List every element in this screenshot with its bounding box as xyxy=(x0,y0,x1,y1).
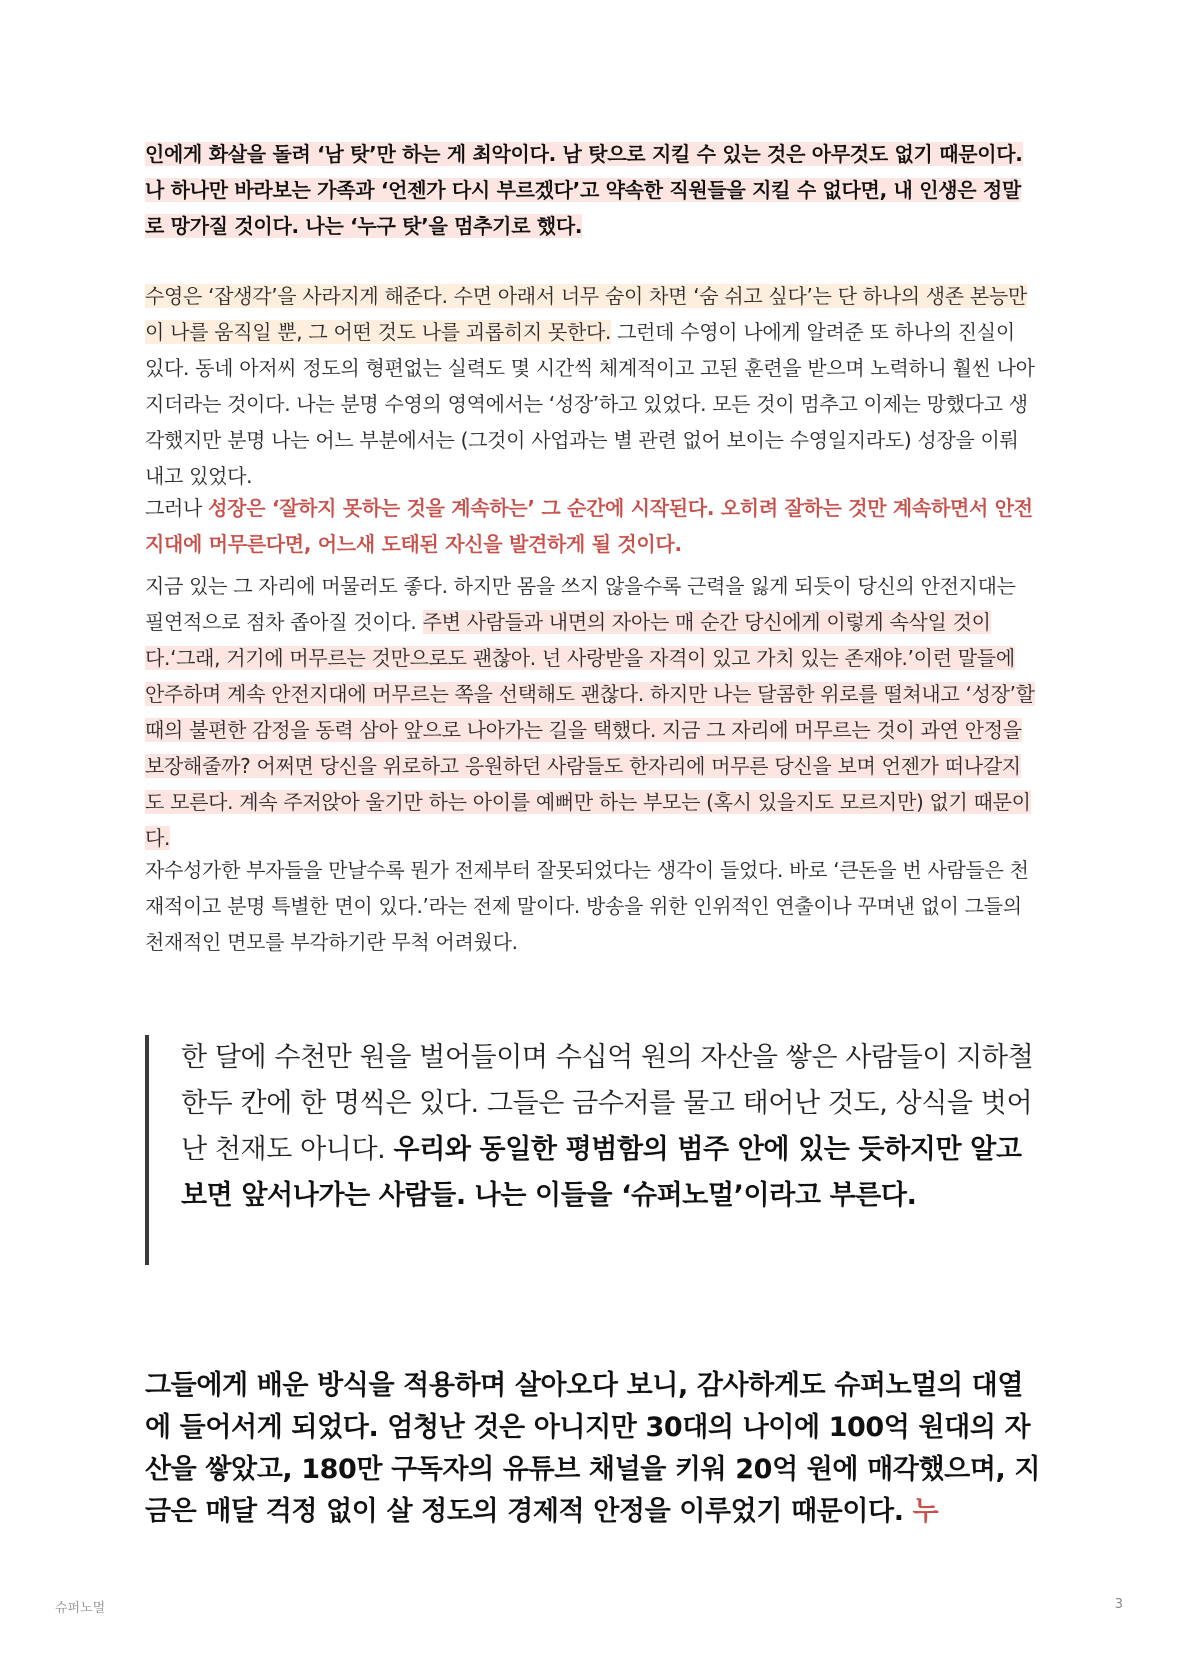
blockquote-bold: 우리와 동일한 평범함의 범주 안에 있는 듯하지만 알고 보면 앞서나가는 사람들. 나는 이들을 ‘슈퍼노멀’이라고 부른다. xyxy=(181,1134,1022,1211)
paragraph-4-highlight: 주변 사람들과 내면의 자아는 매 순간 당신에게 이렇게 속삭일 것이다.‘그래, 거기에 머무르는 것만으로도 괜찮아. 넌 사랑받을 자격이 있고 가치 있는 존재야.’이런 말들에 안주하며 계속 안전지대에 머무르는 쪽을 선택해도 괜찮다. 하지만 나는 달콤한 위로를 떨쳐내고 ‘성장’할 때의 불편한 감정을 동력 삼아 앞으로 나아가는 길을 택했다. 지금 그 자리에 머무르는 것이 과연 안정을 보장해줄까? 어쩌면 당신을 위로하고 응원하던 사람들도 한자리에 머무른 당신을 보며 언젠가 떠나갈지도 모른다. 계속 주저앉아 울기만 하는 아이를 예뻐만 하는 부모는 (혹시 있을지도 모르지만) 없기 때문이다. xyxy=(145,610,1035,850)
footer-book-title: 슈퍼노멀 xyxy=(55,1601,106,1616)
paragraph-5-text: 자수성가한 부자들을 만날수록 뭔가 전제부터 잘못되었다는 생각이 들었다. 바로 ‘큰돈을 번 사람들은 천재적이고 분명 특별한 면이 있다.’라는 전제 말이다. 방송을 위한 인위적인 연출이나 꾸며낸 없이 그들의 천재적인 면모를 부각하기란 무척 어려웠다. xyxy=(145,858,1029,954)
paragraph-3 xyxy=(145,490,1037,562)
paragraph-3-lead: 그러나 xyxy=(145,496,209,520)
paragraph-4 xyxy=(145,568,1037,856)
blockquote xyxy=(145,1035,1041,1265)
footer-page-number: 3 xyxy=(1114,1597,1123,1612)
closing-text: 그들에게 배운 방식을 적용하며 살아오다 보니, 감사하게도 슈퍼노멀의 대열에 들어서게 되었다. 엄청난 것은 아니지만 30대의 나이에 100억 원대의 자산을 쌓았고, 180만 구독자의 유튜브 채널을 키워 20억 원에 매각했으며, 지금은 매달 걱정 없이 살 정도의 경제적 안정을 이루었기 때문이다. xyxy=(145,1370,1041,1527)
blockquote-plain: 한 달에 수천만 원을 벌어들이며 수십억 원의 자산을 쌓은 사람들이 지하철 한두 칸에 한 명씩은 있다. 그들은 금수저를 물고 태어난 것도, 상식을 벗어난 천재도 아니다. xyxy=(181,1042,1034,1165)
paragraph-1 xyxy=(145,136,1037,244)
paragraph-2-text: 그런데 수영이 나에게 알려준 또 하나의 진실이 있다. 동네 아저씨 정도의 형편없는 실력도 몇 시간씩 체계적이고 고된 훈련을 받으며 노력하니 훨씬 나아지더라는 것이다. 나는 분명 수영의 영역에서는 ‘성장’하고 있었다. 모든 것이 멈추고 이제는 망했다고 생각했지만 분명 나는 어느 부분에서는 (그것이 사업과는 별 관련 없어 보이는 수영일지라도) 성장을 이뤄내고 있었다. xyxy=(145,320,1035,488)
paragraph-3-emphasis: 성장은 ‘잘하지 못하는 것을 계속하는’ 그 순간에 시작된다. 오히려 잘하는 것만 계속하면서 안전지대에 머무른다면, 어느새 도태된 자신을 발견하게 될 것이다. xyxy=(145,496,1033,556)
closing-continuation: 누 xyxy=(912,1496,939,1527)
paragraph-5 xyxy=(145,852,1037,960)
closing-paragraph xyxy=(145,1365,1045,1533)
paragraph-4-text: 지금 있는 그 자리에 머물러도 좋다. 하지만 몸을 쓰지 않을수록 근력을 잃게 되듯이 당신의 안전지대는 필연적으로 점차 좁아질 것이다. xyxy=(145,574,1016,634)
blockquote-text xyxy=(181,1035,1041,1219)
paragraph-1-highlight: 인에게 화살을 돌려 ‘남 탓’만 하는 게 최악이다. 남 탓으로 지킬 수 있는 것은 아무것도 없기 때문이다. 나 하나만 바라보는 가족과 ‘언젠가 다시 부르겠다’고 약속한 직원들을 지킬 수 없다면, 내 인생은 정말로 망가질 것이다. 나는 ‘누구 탓’을 멈추기로 했다. xyxy=(145,142,1023,238)
paragraph-2-highlight: 수영은 ‘잡생각’을 사라지게 해준다. 수면 아래서 너무 숨이 차면 ‘숨 쉬고 싶다’는 단 하나의 생존 본능만이 나를 움직일 뿐, 그 어떤 것도 나를 괴롭히지 못한다. xyxy=(145,284,1027,344)
paragraph-2 xyxy=(145,278,1037,494)
